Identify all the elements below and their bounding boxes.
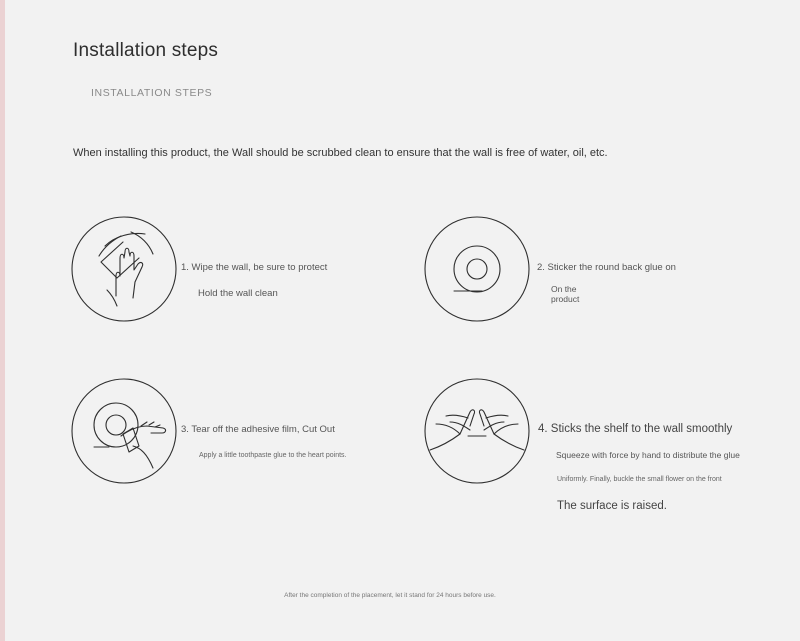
step-1-note: Hold the wall clean (198, 288, 278, 299)
intro-text: When installing this product, the Wall should be scrubbed clean to ensure that the wall is free of water, oil, etc. (73, 147, 608, 159)
step-2-note-line-1: On the (551, 284, 577, 294)
step-4-title: 4. Sticks the shelf to the wall smoothly (538, 423, 733, 435)
hand-wiping-wall-icon (71, 216, 177, 322)
step-4-note-line-1: Squeeze with force by hand to distribute the glue (556, 450, 740, 460)
left-edge-accent (0, 0, 5, 641)
press-shelf-hands-icon (424, 378, 530, 484)
step-1-title: 1. Wipe the wall, be sure to protect (181, 262, 328, 273)
step-3-note: Apply a little toothpaste glue to the heart points. (199, 452, 347, 459)
step-2-note-line-2: product (551, 294, 580, 304)
round-glue-sticker-icon (424, 216, 530, 322)
page-subtitle: INSTALLATION STEPS (91, 87, 213, 99)
peel-adhesive-film-icon (71, 378, 177, 484)
step-2-title: 2. Sticker the round back glue on (537, 262, 676, 273)
footer-note: After the completion of the placement, let it stand for 24 hours before use. (284, 592, 496, 599)
step-4-note-line-2: Uniformly. Finally, buckle the small flower on the front (557, 476, 722, 483)
step-3-title: 3. Tear off the adhesive film, Cut Out (181, 424, 335, 435)
page-title: Installation steps (73, 40, 219, 61)
step-4-note-line-3: The surface is raised. (557, 500, 667, 512)
